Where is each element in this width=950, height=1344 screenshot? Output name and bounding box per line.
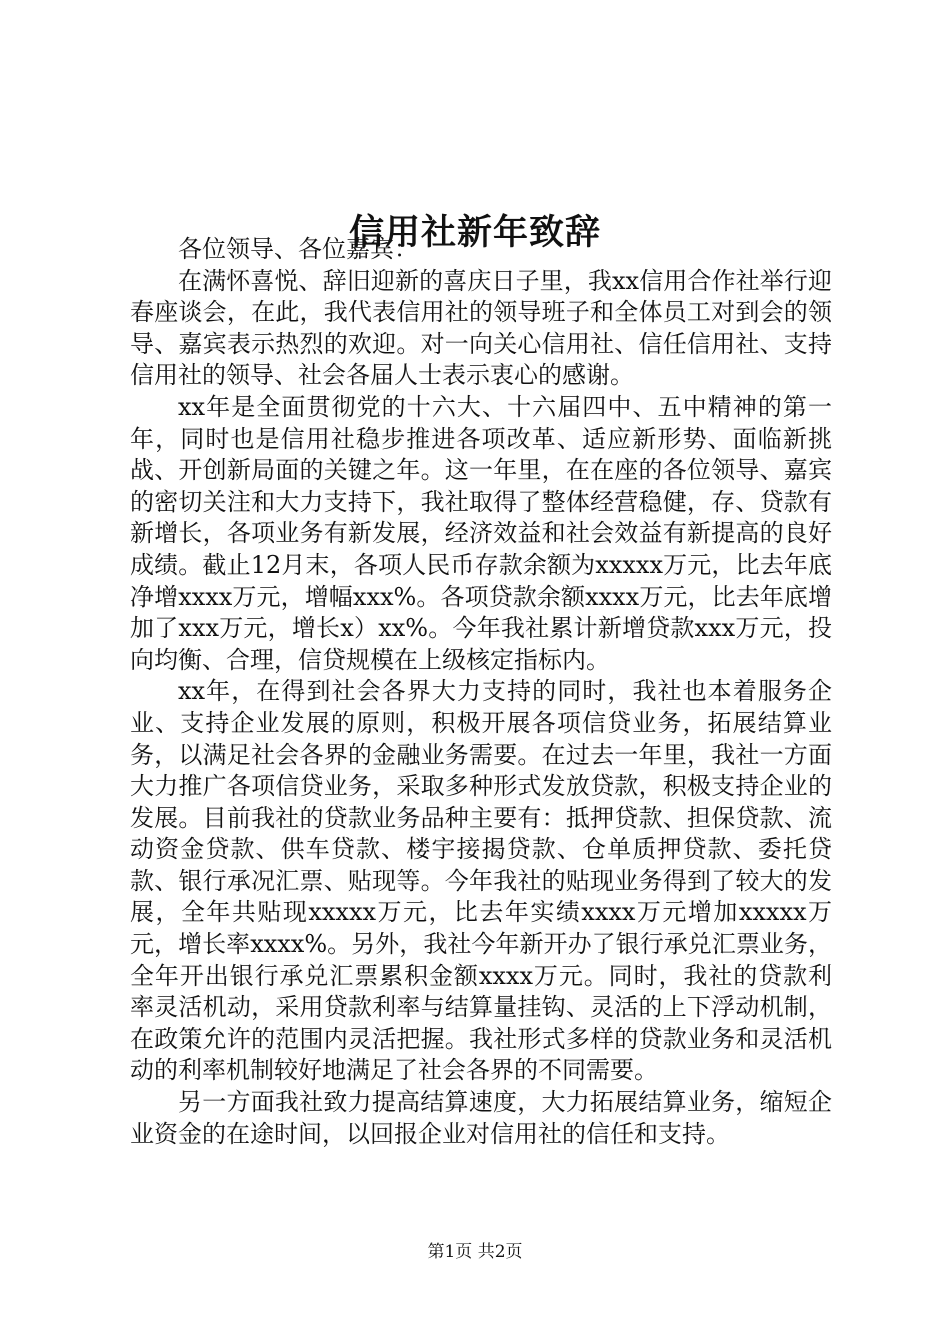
page-number-footer: 第1页 共2页 [427, 1242, 523, 1262]
body-paragraph: xx年，在得到社会各界大力支持的同时，我社也本着服务企业、支持企业发展的原则，积极开展各项信贷业务，拓展结算业务，以满足社会各界的金融业务需要。在过去一年里，我社一方面大力推广各项信贷业务，采取多种形式发放贷款，积极支持企业的发展。目前我社的贷款业务品种主要有：抵押贷款、担保贷款、流动资金贷款、供车贷款、楼宇接揭贷款、仓单质押贷款、委托贷款、银行承况汇票、贴现等。今年我社的贴现业务得到了较大的发展，全年共贴现xxxxx万元，比去年实绩xxxx万元增加xxxxx万元，增长率xxxx%。另外，我社今年新开办了银行承兑汇票业务，全年开出银行承兑汇票累积金额xxxx万元。同时，我社的贷款利率灵活机动，采用贷款利率与结算量挂钩、灵活的上下浮动机制，在政策允许的范围内灵活把握。我社形式多样的贷款业务和灵活机动的利率机制较好地满足了社会各界的不同需要。 [130, 677, 832, 1085]
body-paragraph: 在满怀喜悦、辞旧迎新的喜庆日子里，我xx信用合作社举行迎春座谈会，在此，我代表信用社的领导班子和全体员工对到会的领导、嘉宾表示热烈的欢迎。对一向关心信用社、信任信用社、支持信用社的领导、社会各届人士表示衷心的感谢。 [130, 266, 832, 390]
body-paragraph: xx年是全面贯彻党的十六大、十六届四中、五中精神的第一年，同时也是信用社稳步推进各项改革、适应新形势、面临新挑战、开创新局面的关键之年。这一年里，在在座的各位领导、嘉宾的密切关注和大力支持下，我社取得了整体经营稳健，存、贷款有新增长，各项业务有新发展，经济效益和社会效益有新提高的良好成绩。截止12月末，各项人民币存款余额为xxxxx万元，比去年底净增xxxx万元，增幅xxx%。各项贷款余额xxxx万元，比去年底增加了xxx万元，增长x）xx%。今年我社累计新增贷款xxx万元，投向均衡、合理，信贷规模在上级核定指标内。 [130, 392, 832, 674]
document-body [130, 234, 832, 1150]
document-title: 信用社新年致辞 [348, 212, 601, 254]
body-paragraph: 另一方面我社致力提高结算速度，大力拓展结算业务，缩短企业资金的在途时间，以回报企业对信用社的信任和支持。 [130, 1088, 832, 1148]
salutation-paragraph: 各位领导、各位嘉宾： [178, 235, 418, 263]
